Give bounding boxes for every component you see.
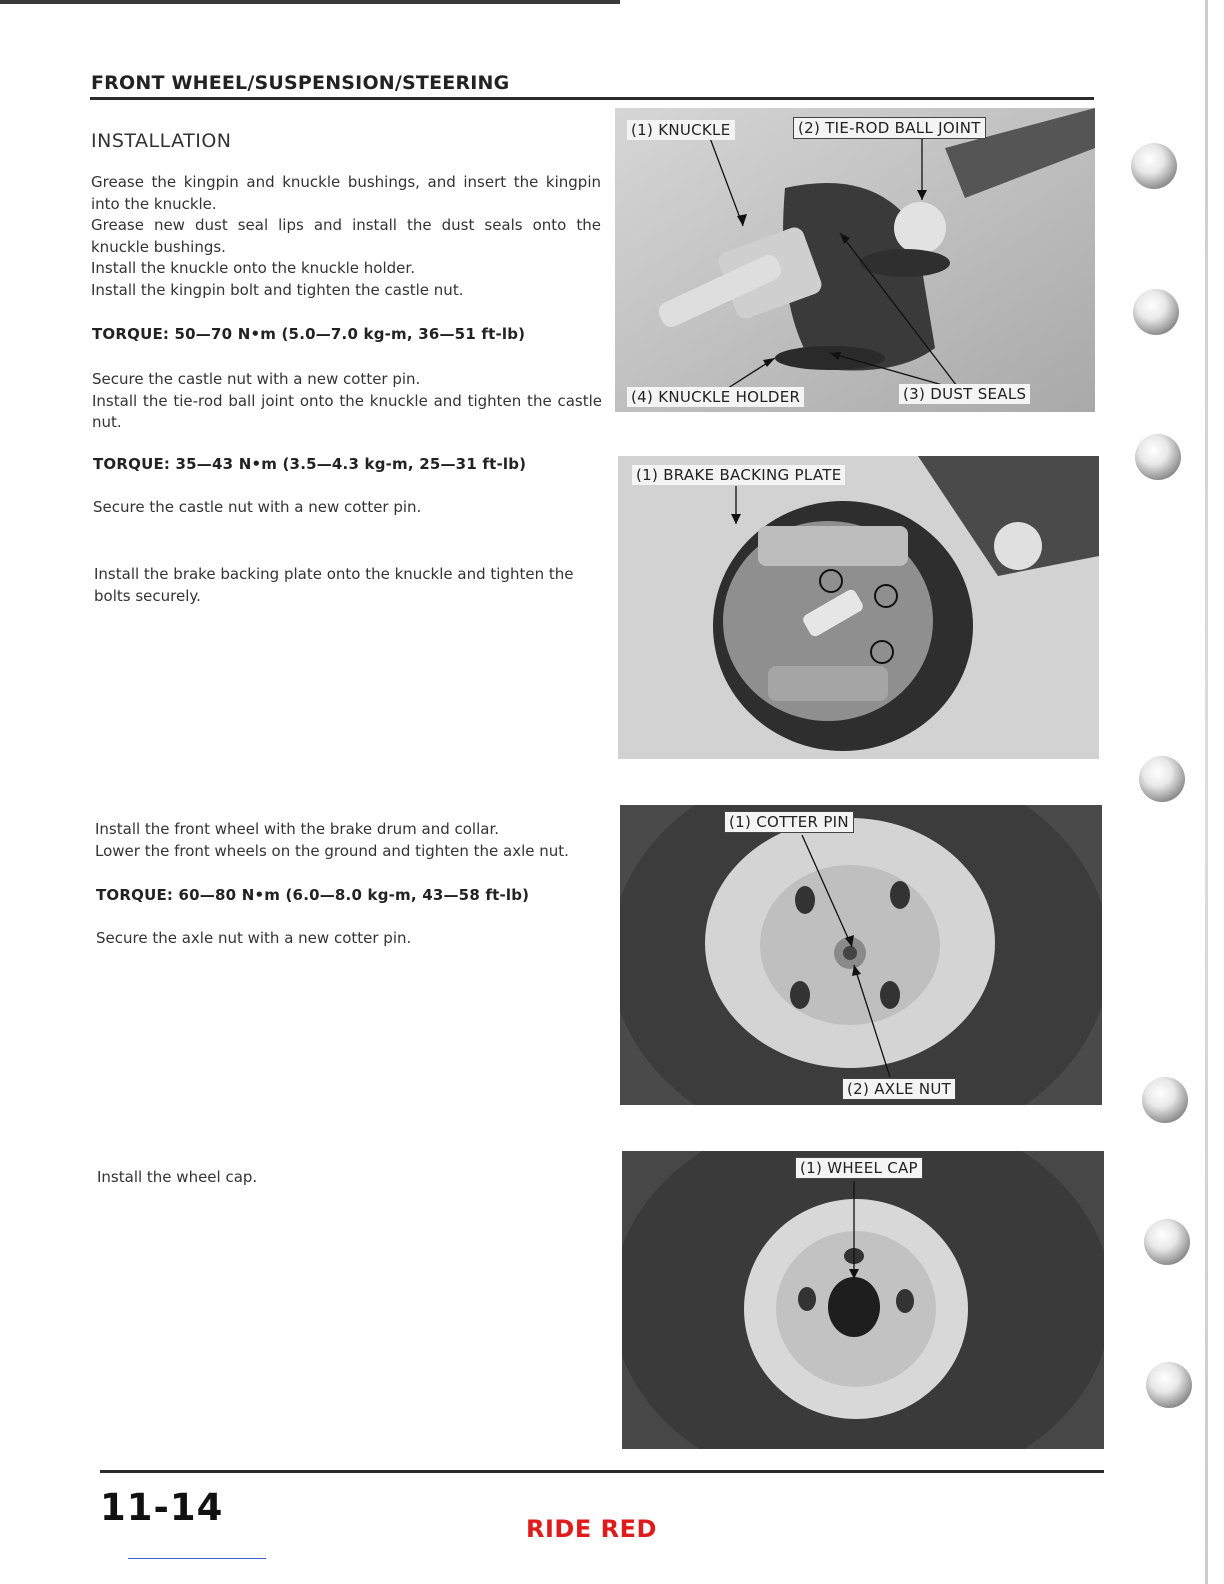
header-rule xyxy=(90,97,1094,100)
binder-hole-6 xyxy=(1144,1219,1190,1265)
backing-plate-illustration xyxy=(618,456,1099,759)
step-block-3 xyxy=(93,497,603,519)
label-cotter-pin: (1) COTTER PIN xyxy=(724,811,854,833)
binder-hole-3 xyxy=(1135,434,1181,480)
page-edge xyxy=(1205,0,1208,1584)
step-text: Secure the axle nut with a new cotter pin. xyxy=(96,929,412,947)
page-header-title: FRONT WHEEL/SUSPENSION/STEERING xyxy=(91,72,510,94)
step-text: Install the front wheel with the brake drum and collar. xyxy=(95,820,500,838)
brand-logo: RIDE RED xyxy=(526,1515,657,1543)
wheel-axle-illustration xyxy=(620,805,1102,1105)
step-text: Install the knuckle onto the knuckle holder. xyxy=(91,259,415,277)
figure-knuckle-photo xyxy=(615,108,1095,412)
step-text: Install the wheel cap. xyxy=(97,1168,258,1186)
step-block-7 xyxy=(97,1167,607,1189)
label-knuckle: (1) KNUCKLE xyxy=(627,120,735,140)
step-text: Secure the castle nut with a new cotter pin. xyxy=(92,370,421,388)
step-text: Install the kingpin bolt and tighten the castle nut. xyxy=(91,280,464,299)
torque-spec-1: TORQUE: 50—70 N•m (5.0—7.0 kg-m, 36—51 ft-lb) xyxy=(92,325,526,343)
knuckle-illustration xyxy=(615,108,1095,412)
label-knuckle-holder: (4) KNUCKLE HOLDER xyxy=(627,387,804,407)
step-text: Install the brake backing plate onto the knuckle and tighten the bolts securely. xyxy=(94,565,574,605)
step-text: Lower the front wheels on the ground and tighten the axle nut. xyxy=(95,841,569,860)
step-text: Grease the kingpin and knuckle bushings, and insert the kingpin into the knuckle. xyxy=(91,173,601,213)
label-tie-rod-ball-joint: (2) TIE-ROD BALL JOINT xyxy=(793,117,986,139)
label-axle-nut: (2) AXLE NUT xyxy=(842,1078,956,1100)
torque-spec-2: TORQUE: 35—43 N•m (3.5—4.3 kg-m, 25—31 ft-lb) xyxy=(93,455,527,473)
step-block-1 xyxy=(91,172,601,301)
section-title: INSTALLATION xyxy=(91,130,232,152)
label-dust-seals: (3) DUST SEALS xyxy=(899,384,1030,404)
page-number: 11-14 xyxy=(100,1486,224,1529)
bottom-underline xyxy=(128,1558,266,1559)
binder-hole-4 xyxy=(1139,756,1185,802)
binder-hole-2 xyxy=(1133,289,1179,335)
torque-spec-3: TORQUE: 60—80 N•m (6.0—8.0 kg-m, 43—58 ft-lb) xyxy=(96,886,530,904)
label-brake-backing-plate: (1) BRAKE BACKING PLATE xyxy=(632,465,845,485)
step-text: Install the tie-rod ball joint onto the knuckle and tighten the castle nut. xyxy=(92,391,602,431)
step-block-4 xyxy=(94,564,604,607)
footer-rule xyxy=(100,1470,1104,1473)
step-text: Secure the castle nut with a new cotter pin. xyxy=(93,498,422,516)
binder-hole-5 xyxy=(1142,1077,1188,1123)
label-wheel-cap: (1) WHEEL CAP xyxy=(795,1157,923,1179)
wheel-cap-illustration xyxy=(622,1151,1104,1449)
step-block-2 xyxy=(92,369,602,434)
figure-wheel-axle-photo xyxy=(620,805,1102,1105)
binder-hole-7 xyxy=(1146,1362,1192,1408)
figure-backing-plate-photo xyxy=(618,456,1099,759)
step-block-6 xyxy=(96,928,606,950)
figure-wheel-cap-photo xyxy=(622,1151,1104,1449)
top-rule xyxy=(0,0,620,4)
step-text: Grease new dust seal lips and install the dust seals onto the knuckle bushings. xyxy=(91,216,601,256)
binder-hole-1 xyxy=(1131,143,1177,189)
step-block-5 xyxy=(95,819,605,862)
